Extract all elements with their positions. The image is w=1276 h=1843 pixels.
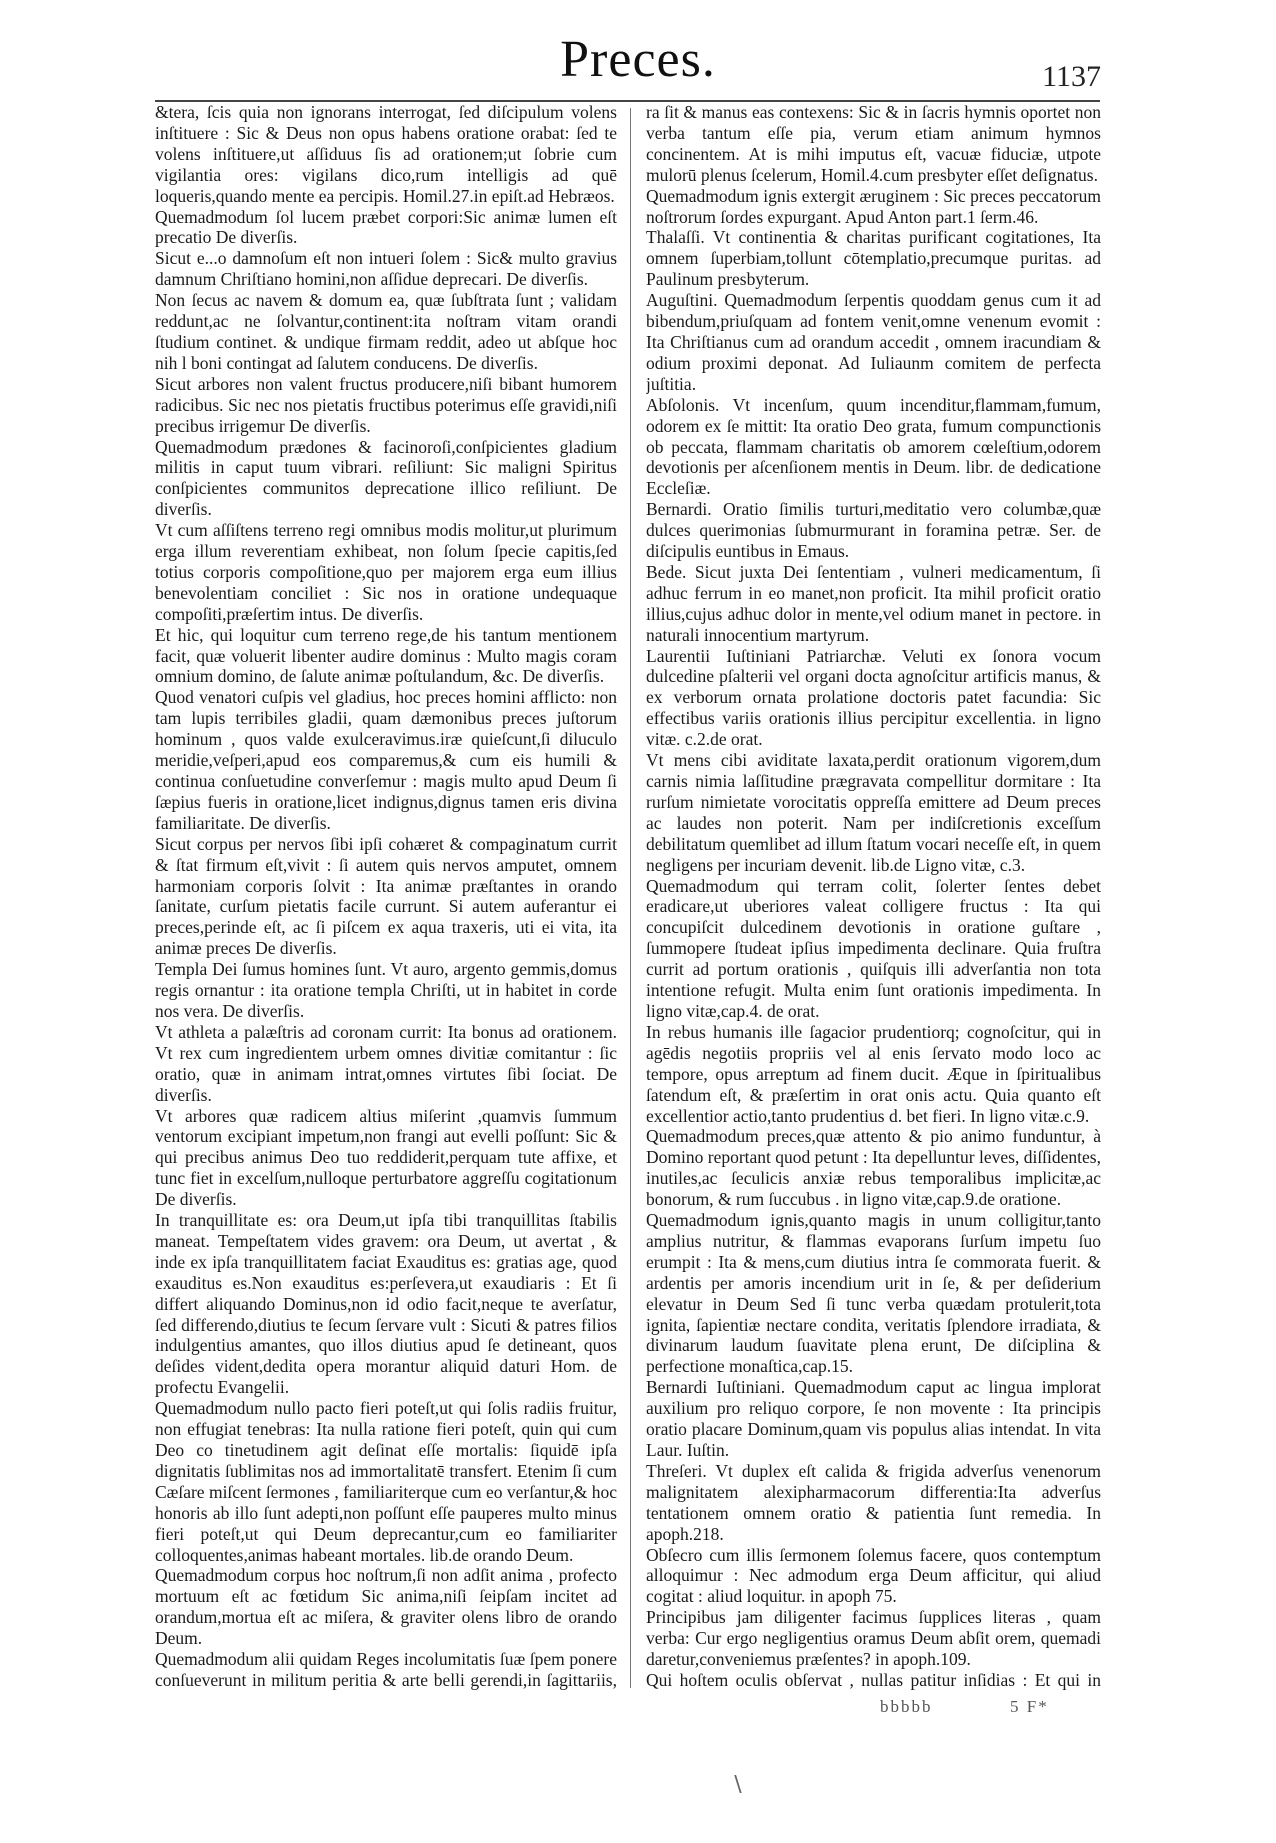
text-paragraph: Quod venatori cuſpis vel gladius, hoc preces homini afflicto: non tam lupis terribiles gladii, quam dæmonibus preces juſtorum hominum , quos valde exulceravimus.iræ quieſcunt,ſi diluculo meridie,veſperi,apud eos comparemus,& cum eis humili & continua conſuetudine converſemur : magis multo apud Deum ſi ſæpius fueris in oratione,licet indignus,dignus tamen eris divina familiaritate. De diverſis. [155,687,617,833]
text-paragraph: Non ſecus ac navem & domum ea, quæ ſubſtrata ſunt ; validam reddunt,ac ne ſolvantur,continent:ita noſtram vitam orandi ſtudium continet. & undique firmam reddit, adeo ut abſque hoc nih l boni contingat ad ſalutem conducens. De diverſis. [155,290,617,373]
text-paragraph: Thalaſſi. Vt continentia & charitas purificant cogitationes, Ita omnem ſuperbiam,tollunt cōtemplatio,precumque puritas. ad Paulinum presbyterum. [646,227,1101,290]
text-paragraph: Quemadmodum ignis extergit æruginem : Sic preces peccatorum noſtrorum ſordes expurgant. Apud Anton part.1 ſerm.46. [646,185,1101,227]
left-column [155,102,617,1692]
text-paragraph: Abſolonis. Vt incenſum, quum incenditur,flammam,fumum, odorem ex ſe mittit: Ita oratio Deo grata, fumum compunctionis ob peccata, flammam charitatis ob amorem cœleſtium,odorem devotionis per aſcenſionem mentis in Deum. libr. de dedicatione Eccleſiæ. [646,394,1101,499]
text-paragraph: Et hic, qui loquitur cum terreno rege,de his tantum mentionem facit, quæ voluerit libenter audire dominus : Multo magis coram omnium domino, de ſalute animæ poſtulandum, &c. De diverſis. [155,624,617,687]
text-paragraph: Templa Dei ſumus homines ſunt. Vt auro, argento gemmis,domus regis ornantur : ita oratione templa Chriſti, ut in habitet in corde nos vera. De diverſis. [155,959,617,1021]
text-paragraph: Sicut corpus per nervos ſibi ipſi cohæret & compaginatum currit & ſtat firmum eſt,vivit : ſi autem quis nervos amputet, omnem harmoniam corporis ſolvit : Ita animæ præſtantes in orando ſanitate, curſum pietatis facile currunt. Si autem auferantur ei preces,perinde eſt, ac ſi piſcem ex aqua traxeris, uti ei vita, ita animæ preces De diverſis. [155,833,617,959]
catchword: 5 F* [1010,1697,1049,1716]
text-paragraph: Laurentii Iuſtiniani Patriarchæ. Veluti ex ſonora vocum dulcedine pſalterii vel organi docta agnoſcitur artificis manus, & ex verborum ornata prolatione doctoris patet facundia: Sic effectibus variis orationis illius percipitur excellentia. in ligno vitæ. c.2.de orat. [646,645,1101,750]
text-paragraph: Bernardi Iuſtiniani. Quemadmodum caput ac lingua implorat auxilium pro reliquo corpore, ſe non movente : Ita principis oratio placare Dominum,quam vis populus alias intendat. In vita Laur. Iuſtin. [646,1377,1101,1460]
text-paragraph: Auguſtini. Quemadmodum ſerpentis quoddam genus cum it ad bibendum,priuſquam ad fontem venit,omne venenum evomit : Ita Chriſtianus cum ad orandum accedit , omnem iracundiam & odium proximi deponat. Ad Iuliaunm comitem de perfecta juſtitia. [646,290,1101,394]
text-paragraph: In rebus humanis ille ſagacior prudentiorq; cognoſcitur, qui in agēdis negotiis propriis vel al enis ſervato modo loco ac tempore, opus arreptum ad finem ducit. Æque in ſpiritualibus ſatendum eſt, & præſertim in orat onis actu. Quia quanto eſt excellentior actio,tanto prudentius d. bet fieri. In ligno vitæ.c.9. [646,1021,1101,1126]
text-paragraph: Qui hoſtem oculis obſervat , nullas patitur inſidias : Et qui in [646,1669,1101,1690]
text-paragraph: Bede. Sicut juxta Dei ſententiam , vulneri medicamentum, ſi adhuc ferrum in eo manet,non proficit. Ita mihil proficit oratio illius,cujus adhuc dolor in mente,vel odium manet in pectore. in naturali innocentium martyrum. [646,561,1101,645]
text-paragraph: Quemadmodum nullo pacto fieri poteſt,ut qui ſolis radiis fruitur, non effugiat tenebras: Ita nulla ratione fieri poteſt, quin qui cum Deo co tinetudinem agit deſinat eſſe mortalis: ſiquidē ipſa dignitatis ſublimitas nos ad immortalitatē transfert. Etenim ſi cum Cæſare miſcent ſermones , familiariterque cum eo verſantur,& hoc honoris ab illo ſunt adepti,non poſſunt eſſe pauperes multo minus fieri poteſt,ut qui Deum deprecantur,cum eo familiariter colloquentes,animas habeant mortales. lib.de orando Deum. [155,1398,617,1565]
text-paragraph: Quemadmodum corpus hoc noſtrum,ſi non adſit anima , profecto mortuum eſt ac fœtidum Sic anima,niſi ſeipſam incitet ad orandum,mortua eſt ac miſera, & graviter olens libro de orando Deum. [155,1565,617,1649]
text-paragraph: Quemadmodum qui terram colit, ſolerter ſentes debet eradicare,ut uberiores valeat colligere fructus : Ita qui concupiſcit dulcedinem devotionis in oratione guſtare , ſummopere ſtudeat ipſius impedimenta declinare. Quia fruſtra currit ad portum orationis , quiſquis illi adverſantia non tota intentione refugit. Multa enim ſunt orationis impedimenta. In ligno vitæ,cap.4. de orat. [646,875,1101,1021]
text-paragraph: Threſeri. Vt duplex eſt calida & frigida adverſus venenorum malignitatem alexipharmacorum differentia:Ita adverſus tentationem omnem oratio & patientia ſunt remedia. In apoph.218. [646,1460,1101,1544]
ink-mark: ∖ [730,1772,745,1797]
text-paragraph: Vt cum aſſiſtens terreno regi omnibus modis molitur,ut plurimum erga illum reverentiam exhibeat, non ſolum ſpecie capitis,ſed totius corporis compoſitione,quo per majorem erga eum illius benevolentiam conciliet : Sic nos in oratione undequaque compoſiti,præſertim intus. De diverſis. [155,520,617,624]
text-paragraph: Quemadmodum preces,quæ attento & pio animo funduntur, à Domino reportant quod petunt : Ita depelluntur leves, diſſidentes, inutiles,ac ſeculicis anxiæ rebus temporalibus implicitæ,ac bonorum, & rum ſuccubus . in ligno vitæ,cap.9.de oratione. [646,1126,1101,1210]
page-number: 1137 [1042,60,1101,93]
text-paragraph: Sicut e...o damnoſum eſt non intueri ſolem : Sic& multo gravius damnum Chriſtiano homini,non aſſidue deprecari. De diverſis. [155,248,617,290]
running-title: Preces. [560,31,716,88]
text-paragraph: Vt mens cibi aviditate laxata,perdit orationum vigorem,dum carnis nimia laſſitudine prægravata compellitur dormitare : Ita rurſum nimietate vorocitatis oppreſſa emittere ad Deum preces ac laudes non poterit. Nam per indiſcretionis exceſſum debilitatum quemlibet ad illum ſtatum vocari neceſſe eſt, in quem negligens per incuriam devenit. lib.de Ligno vitæ, c.3. [646,750,1101,875]
text-paragraph: Sicut arbores non valent fructus producere,niſi bibant humorem radicibus. Sic nec nos pietatis fructibus poterimus eſſe gravidi,niſi precibus irrigemur De diverſis. [155,373,617,436]
text-paragraph: Vt arbores quæ radicem altius miſerint ,quamvis ſummum ventorum excipiant impetum,non frangi aut evelli poſſunt: Sic & qui precibus animus Deo tuo reddiderit,perquam tute affixe, et tunc fiet in excelſum,nulloque perturbatore aggreſſu cogitationum De diverſis. [155,1105,617,1210]
text-paragraph: &tera, ſcis quia non ignorans interrogat, ſed diſcipulum volens inſtituere : Sic & Deus non opus habens oratione orabat: ſed te volens inſtituere,ut aſſiduus ſis ad orationem;ut ſobrie cum vigilantia ores: vigilans dico,rum intelligis ad quē loqueris,quando mente ea percipis. Homil.27.in epiſt.ad Hebræos. [155,102,617,206]
text-paragraph: Quemadmodum alii quidam Reges incolumitatis ſuæ ſpem ponere conſueverunt in militum peritia & arte belli gerendi,in ſagittariis, [155,1649,617,1690]
text-paragraph: Quemadmodum prædones & facinoroſi,conſpicientes gladium militis in caput tuum vibrari. reſiliunt: Sic maligni Spiritus conſpicientes communitos deprecatione illico reſiliunt. De diverſis. [155,436,617,520]
text-paragraph: Bernardi. Oratio ſimilis turturi,meditatio vero columbæ,quæ dulces querimonias ſubmurmurant in foramina petræ. Ser. de diſcipulis euntibus in Emaus. [646,499,1101,562]
signature-mark: bbbbb [880,1697,933,1716]
text-paragraph: Principibus jam diligenter facimus ſupplices literas , quam verba: Cur ergo negligentius oramus Deum abſit orem, quemadi daretur,conveniemus præſentes? in apoph.109. [646,1607,1101,1670]
column-divider [630,108,631,1688]
text-paragraph: Quemadmodum ignis,quanto magis in unum colligitur,tanto amplius nutritur, & flammas evaporans ſurſum impetu ſuo erumpit : Ita & mens,cum diutius intra ſe commorata fuerit. & ardentis per amoris incendium urit in ſe, & per deſiderium elevatur in Deum Sed ſi tunc verba quædam protulerit,tota ignita, ſapientiæ nectare condita, veritatis ſplendore irradiata, & divinarum laudum ſuavitate plena erunt, De diſciplina & perfectione monaſtica,cap.15. [646,1210,1101,1377]
text-paragraph: In tranquillitate es: ora Deum,ut ipſa tibi tranquillitas ſtabilis maneat. Tempeſtatem vides gravem: ora Deum, ut avertat , & inde ex ipſa tranquillitatem faciat Exauditus es: gratias age, quod exauditus es.Non exauditus es:perſevera,ut exaudiaris : Et ſi differt aliquando Dominus,non id odio facit,neque te averſatur, ſed differendo,diutius te ſecum ſervare vult : Sicuti & patres filios indulgentius amantes, quo illos diutius apud ſe detineant, quos deſides vident,dedita opera morantur aliquid daturi Hom. de profectu Evangelii. [155,1210,617,1398]
text-paragraph: Obſecro cum illis ſermonem ſolemus facere, quos contemptum alloquimur : Nec admodum erga Deum afficitur, qui aliud cogitat : aliud loquitur. in apoph 75. [646,1544,1101,1607]
text-paragraph: Quemadmodum ſol lucem præbet corpori:Sic animæ lumen eſt precatio De diverſis. [155,206,617,248]
text-paragraph: Vt athleta a palæſtris ad coronam currit: Ita bonus ad orationem. Vt rex cum ingredientem urbem omnes divitiæ comitantur : ſic oratio, quæ in animam intrat,omnes virtutes ſibi ſociat. De diverſis. [155,1021,617,1105]
text-paragraph: ra ſit & manus eas contexens: Sic & in ſacris hymnis oportet non verba tantum eſſe pia, verum etiam animum hymnos concinentem. At is mihi imputus eſt, vacuæ fiduciæ, utpote mulorū plenus ſcelerum, Homil.4.cum presbyter eſſet deſignatus. [646,102,1101,185]
right-column [646,102,1101,1692]
